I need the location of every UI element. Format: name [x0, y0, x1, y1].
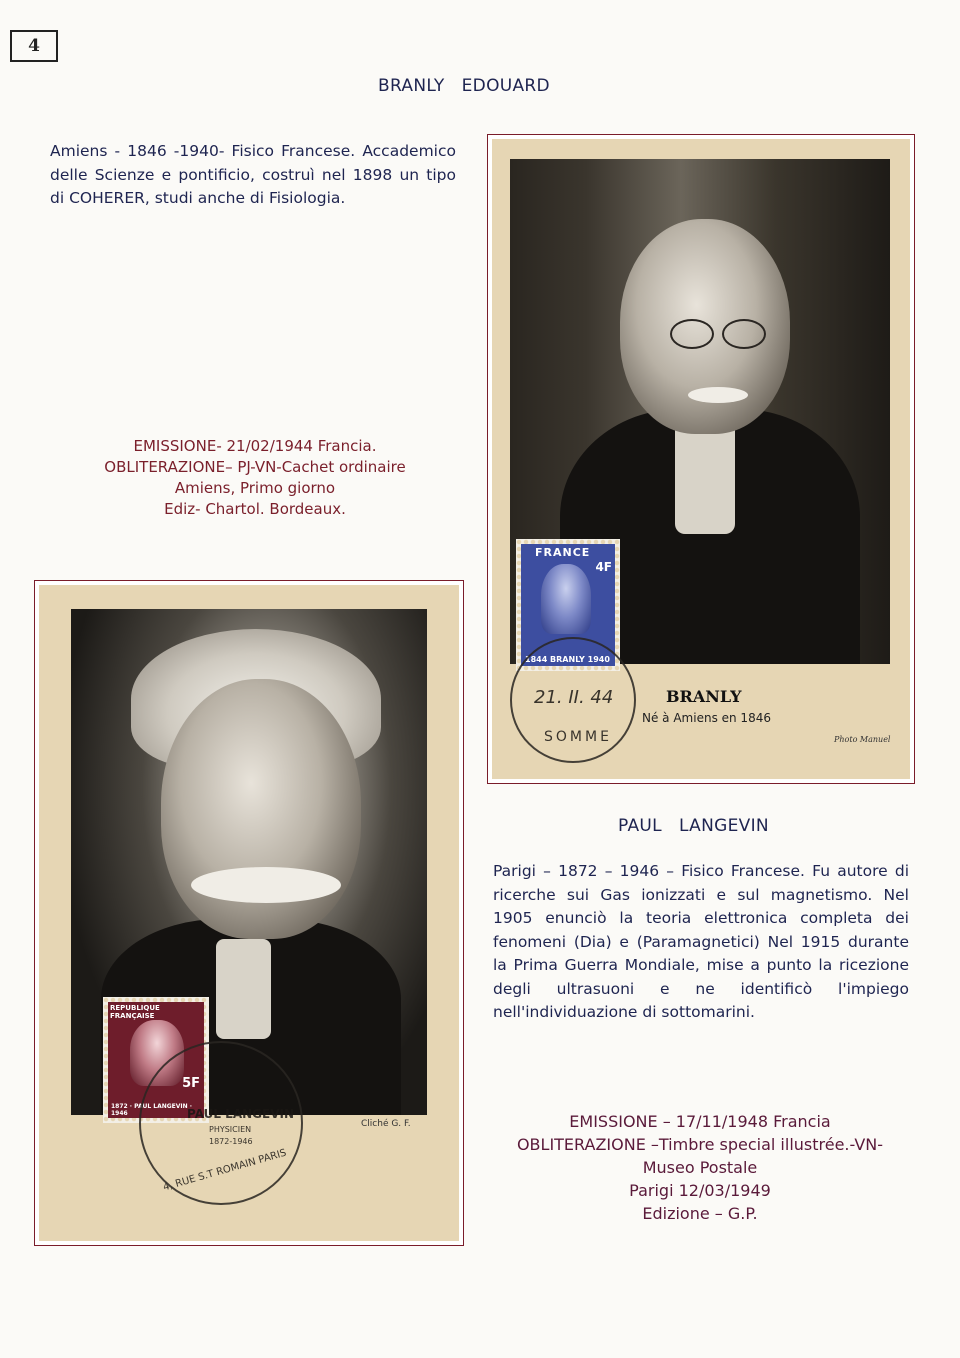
langevin-obliteration-line: OBLITERAZIONE –Timbre special illustrée.-VN-: [516, 1135, 884, 1154]
langevin-card-credit: Cliché G. F.: [361, 1119, 411, 1129]
branly-card-credit: Photo Manuel: [834, 735, 891, 744]
langevin-title: PAUL LANGEVIN: [618, 816, 769, 836]
branly-place-line: Amiens, Primo giorno: [174, 479, 336, 497]
postmark-role: PHYSICIEN: [209, 1125, 252, 1134]
stamp-caption: 1844 BRANLY 1940: [525, 655, 610, 664]
branly-card-name: BRANLY: [666, 687, 742, 706]
stamp-country: REPUBLIQUE FRANÇAISE: [110, 1004, 160, 1020]
postmark-place: SOMME: [544, 729, 612, 745]
stamp-caption: 1872 · PAUL LANGEVIN · 1946: [111, 1103, 193, 1117]
langevin-emission: [490, 1110, 910, 1225]
branly-edition-line: Ediz- Chartol. Bordeaux.: [164, 500, 346, 518]
langevin-postmark: [139, 1041, 303, 1205]
glasses-icon: [722, 319, 766, 349]
branly-card-frame: [487, 134, 915, 784]
branly-emission: [55, 436, 455, 520]
branly-postmark: [510, 637, 636, 763]
langevin-edition-line: Edizione – G.P.: [642, 1204, 758, 1223]
stamp-country: FRANCE: [535, 546, 591, 559]
langevin-card-frame: [34, 580, 464, 1246]
branly-title: BRANLY EDOUARD: [378, 76, 550, 96]
branly-postcard: [492, 139, 910, 779]
langevin-date-line: Parigi 12/03/1949: [629, 1181, 771, 1200]
langevin-mustache: [191, 867, 341, 903]
langevin-postcard: [39, 585, 459, 1241]
langevin-bio: Parigi – 1872 – 1946 – Fisico Francese. Fu autore di ricerche sui Gas ionizzati e sul magnetismo. Nel 1905 enunciò la teoria elettronica completa dei fenomeni (Dia) e (Paramagnetici) Nel 1915 durante la Prima Guerra Mondiale, mise a punto la ricezione degli ultrasuoni e ne identificò l'impiego nell'individuazione di sottomarini.: [493, 862, 909, 1021]
postmark-years: 1872-1946: [209, 1137, 253, 1146]
branly-bio: Amiens - 1846 -1940- Fisico Francese. Accademico delle Scienze e pontificio, costruì nel 1898 un tipo di COHERER, studi anche di Fisiologia.: [50, 142, 456, 207]
stamp-portrait: [541, 564, 591, 634]
postmark-date: 21. II. 44: [534, 687, 614, 708]
langevin-collar: [216, 939, 271, 1039]
branly-mustache: [688, 387, 748, 403]
page-number: 4: [10, 30, 58, 62]
langevin-museum-line: Museo Postale: [642, 1158, 758, 1177]
postmark-address: 4, RUE S.T ROMAIN PARIS: [161, 1147, 288, 1194]
langevin-emission-line: EMISSIONE – 17/11/1948 Francia: [569, 1112, 831, 1131]
stamp-value: 4F: [595, 560, 612, 574]
glasses-icon: [670, 319, 714, 349]
branly-emission-line: EMISSIONE- 21/02/1944 Francia.: [133, 437, 377, 455]
postmark-name: PAUL LANGEVIN: [187, 1107, 294, 1121]
branly-card-subtitle: Né à Amiens en 1846: [642, 711, 771, 725]
stamp-value: 5F: [182, 1076, 200, 1091]
branly-obliteration-line: OBLITERAZIONE– PJ-VN-Cachet ordinaire: [104, 458, 406, 476]
